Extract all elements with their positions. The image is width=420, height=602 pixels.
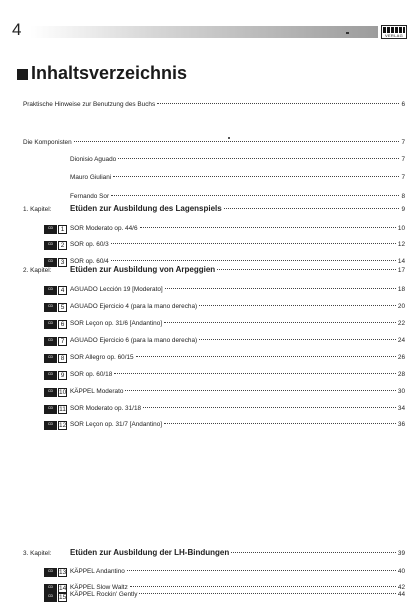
cd-track-icon [44, 302, 67, 312]
dot-leader [111, 242, 396, 244]
toc-page-number: 6 [401, 101, 405, 108]
toc-page-number: 44 [397, 591, 405, 598]
cd-track-icon [44, 224, 67, 234]
chapter-title: Etüden zur Ausbildung der LH-Bindungen [70, 548, 230, 557]
toc-entry-label: AGUADO Ejercicio 4 (para la mano derecha) [70, 303, 198, 310]
toc-page-number: 12 [397, 241, 405, 248]
cd-track-icon [44, 592, 67, 602]
cd-label: CD [44, 337, 57, 346]
toc-entry-label: SOR Leçon op. 31/6 [Andantino] [70, 320, 163, 327]
chapter-number: 3. Kapitel: [23, 550, 52, 557]
toc-page-number: 42 [397, 584, 405, 591]
dot-leader [157, 102, 399, 104]
chapter-title: Etüden zur Ausbildung von Arpeggien [70, 265, 216, 274]
track-number: 13 [59, 568, 67, 576]
toc-page-number: 18 [397, 286, 405, 293]
page-number: 4 [12, 20, 22, 39]
cd-label: CD [44, 286, 57, 295]
toc-entry-label: Dionisio Aguado [70, 156, 117, 163]
toc-entry-label: AGUADO Ejercicio 6 (para la mano derecha) [70, 337, 198, 344]
toc-page-number: 8 [401, 193, 405, 200]
toc-entry-label: SOR Allegro op. 60/15 [70, 354, 134, 361]
toc-entry-etude[interactable] [70, 319, 405, 329]
toc-page-number: 34 [397, 405, 405, 412]
header-mark [346, 32, 349, 34]
toc-page-number: 39 [397, 550, 405, 557]
toc-entry-composer[interactable] [70, 155, 405, 165]
toc-entry-etude[interactable] [70, 387, 405, 397]
cd-label: CD [44, 584, 57, 593]
cd-label: CD [44, 405, 57, 414]
track-number: 3 [58, 258, 67, 267]
toc-entry-etude[interactable] [70, 285, 405, 295]
toc-page-number: 7 [401, 139, 405, 146]
toc-entry-etude[interactable] [70, 404, 405, 414]
dot-leader [164, 422, 396, 424]
toc-entry-etude[interactable] [70, 590, 405, 600]
toc-entry-label: KÄPPEL Rockin' Gently [70, 591, 138, 598]
toc-entry-etude[interactable] [70, 567, 405, 577]
toc-page-number: 7 [401, 156, 405, 163]
toc-entry-composer[interactable] [70, 192, 405, 202]
publisher-logo [381, 25, 407, 39]
dot-leader [139, 592, 395, 594]
dot-leader [130, 585, 396, 587]
toc-chapter-1[interactable] [70, 204, 405, 215]
title-bullet-icon [17, 69, 28, 80]
toc-entry-etude[interactable] [70, 302, 405, 312]
chapter-number: 2. Kapitel: [23, 267, 52, 274]
dot-leader [127, 569, 396, 571]
cd-track-icon [44, 285, 67, 295]
track-number: 4 [58, 286, 67, 295]
toc-entry-label: KÄPPEL Moderato [70, 388, 124, 395]
toc-entry-label: SOR Leçon op. 31/7 [Andantino] [70, 421, 163, 428]
toc-entry-composers[interactable] [23, 138, 405, 148]
track-number: 2 [58, 241, 67, 250]
cd-label: CD [44, 593, 57, 602]
cd-label: CD [44, 421, 57, 430]
toc-page-number: 10 [397, 225, 405, 232]
track-number: 6 [58, 320, 67, 329]
page-title: Inhaltsverzeichnis [31, 63, 188, 83]
toc-entry-composer[interactable] [70, 173, 405, 183]
dot-leader [74, 140, 400, 142]
toc-chapter-3[interactable] [70, 548, 405, 559]
dot-leader [111, 194, 399, 196]
track-number: 5 [58, 303, 67, 312]
cd-track-icon [44, 387, 67, 397]
toc-entry-label: KÄPPEL Slow Waltz [70, 584, 128, 591]
toc-entry-label: Die Komponisten [23, 139, 72, 146]
cd-track-icon [44, 240, 67, 250]
toc-page-number: 28 [397, 371, 405, 378]
toc-entry-label: SOR Moderato op. 31/18 [70, 405, 142, 412]
toc-page-number: 36 [397, 421, 405, 428]
cd-label: CD [44, 303, 57, 312]
toc-page-number: 14 [397, 258, 405, 265]
track-number: 1 [58, 225, 67, 234]
toc-page-number: 20 [397, 303, 405, 310]
cd-label: CD [44, 371, 57, 380]
dot-leader [118, 157, 399, 159]
cd-track-icon [44, 319, 67, 329]
dot-leader [125, 389, 395, 391]
toc-entry-label: Praktische Hinweise zur Benutzung des Buchs [23, 101, 156, 108]
toc-entry-label: SOR op. 60/4 [70, 258, 109, 265]
cd-label: CD [44, 225, 57, 234]
cd-label: CD [44, 241, 57, 250]
track-number: 7 [58, 337, 67, 346]
track-number: 12 [59, 421, 67, 429]
toc-page-number: 22 [397, 320, 405, 327]
chapter-title: Etüden zur Ausbildung des Lagenspiels [70, 204, 222, 213]
toc-entry-label: Mauro Giuliani [70, 174, 112, 181]
toc-chapter-2[interactable] [70, 265, 405, 276]
dot-leader [199, 338, 396, 340]
toc-entry-etude[interactable] [70, 336, 405, 346]
dot-leader [136, 355, 396, 357]
toc-entry-etude[interactable] [70, 353, 405, 363]
toc-page-number: 9 [401, 206, 405, 213]
cd-track-icon [44, 567, 67, 577]
chapter-number: 1. Kapitel: [23, 206, 52, 213]
cd-track-icon [44, 420, 67, 430]
toc-entry-etude[interactable] [70, 370, 405, 380]
cd-track-icon [44, 353, 67, 363]
toc-page-number: 7 [401, 174, 405, 181]
dot-leader [217, 268, 396, 270]
toc-entry-etude[interactable] [70, 420, 405, 430]
dot-leader [165, 287, 396, 289]
track-number: 14 [59, 584, 67, 592]
track-number: 15 [59, 593, 67, 601]
cd-label: CD [44, 568, 57, 577]
toc-page-number: 17 [397, 267, 405, 274]
dot-leader [111, 259, 396, 261]
cd-track-icon [44, 336, 67, 346]
toc-entry-label: SOR op. 60/3 [70, 241, 109, 248]
header-band [30, 26, 378, 38]
logo-text: VERLAG [384, 33, 404, 38]
cd-track-icon [44, 404, 67, 414]
toc-entry-label: Fernando Sor [70, 193, 110, 200]
dot-leader [143, 406, 396, 408]
toc-entry-etude[interactable] [70, 240, 405, 250]
toc-page-number: 30 [397, 388, 405, 395]
toc-entry-label: AGUADO Lección 19 [Moderato] [70, 286, 163, 293]
cd-label: CD [44, 320, 57, 329]
dot-leader [224, 207, 400, 209]
cd-label: CD [44, 258, 57, 267]
toc-entry-label: KÄPPEL Andantino [70, 568, 125, 575]
toc-entry-preface[interactable] [23, 100, 405, 110]
toc-entry-label: SOR Moderato op. 44/6 [70, 225, 138, 232]
dot-leader [114, 372, 396, 374]
toc-page-number: 24 [397, 337, 405, 344]
dot-leader [199, 304, 396, 306]
toc-entry-label: SOR op. 60/18 [70, 371, 113, 378]
toc-page-number: 26 [397, 354, 405, 361]
dot-leader [231, 551, 396, 553]
cd-label: CD [44, 388, 57, 397]
track-number: 8 [58, 354, 67, 363]
cd-track-icon [44, 370, 67, 380]
track-number: 11 [59, 405, 66, 413]
dot-leader [140, 226, 396, 228]
track-number: 9 [58, 371, 67, 380]
track-number: 10 [59, 388, 67, 396]
cd-label: CD [44, 354, 57, 363]
dot-leader [164, 321, 396, 323]
toc-page-number: 40 [397, 568, 405, 575]
dot-leader [113, 175, 399, 177]
toc-entry-etude[interactable] [70, 224, 405, 234]
